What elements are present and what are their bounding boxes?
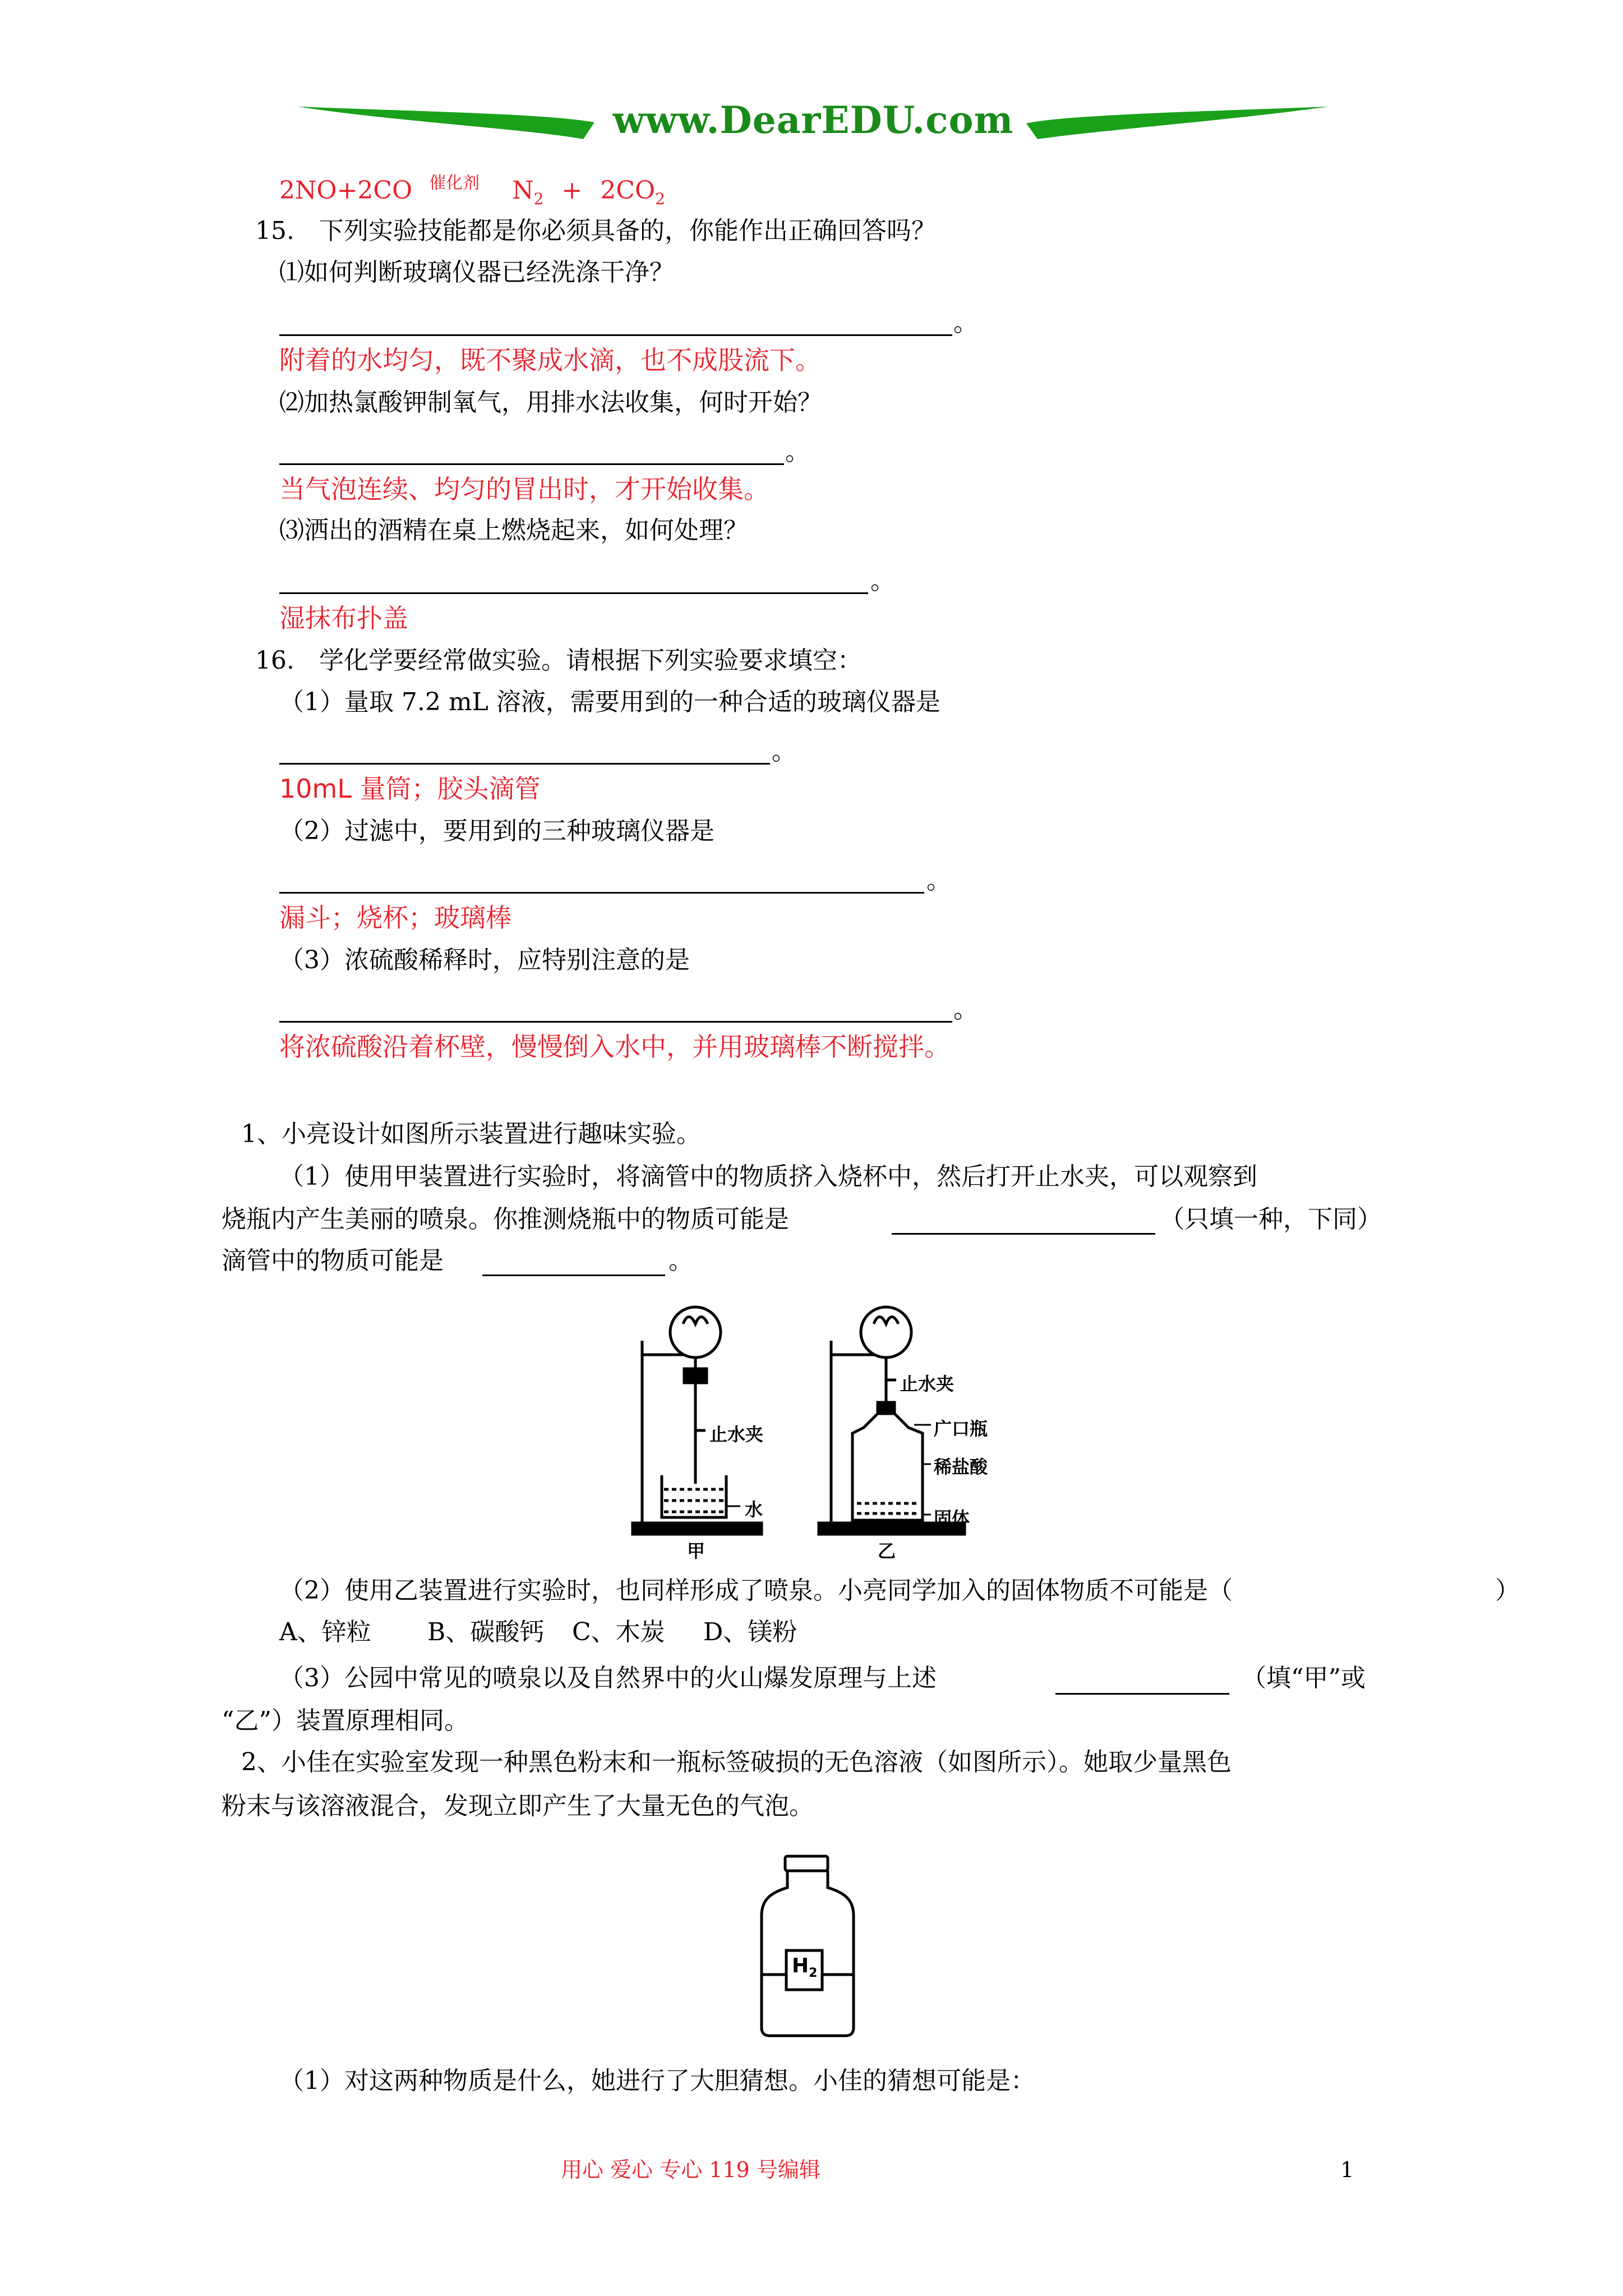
label-solid: 固体 (934, 1508, 970, 1529)
q1-option-c[interactable]: C、木炭 (572, 1618, 665, 1646)
reagent-bottle-drawing (751, 1854, 864, 2039)
q15-period-1: 。 (953, 309, 978, 337)
equation-n2: $N_2$ (512, 176, 544, 208)
site-logo-text: www.DearEDU.com (612, 98, 1014, 142)
equation-catalyst: 催化剂 (429, 173, 480, 193)
equation-co2: $2CO_2$ (600, 176, 665, 208)
q1-part3-line2: “乙”）装置原理相同。 (222, 1706, 469, 1735)
q1-option-a[interactable]: A、锌粒 (279, 1618, 371, 1646)
q16-blank-1[interactable] (279, 763, 770, 765)
q15-blank-1[interactable] (279, 334, 952, 336)
q15-answer-3: 湿抹布扑盖 (279, 603, 408, 633)
q1-part1-line3b: 。 (668, 1246, 693, 1275)
q16-blank-2[interactable] (279, 892, 924, 894)
q1-blank-dropper[interactable] (482, 1274, 665, 1276)
q15-period-2: 。 (785, 438, 810, 466)
q1-part2-close: ） (1495, 1576, 1520, 1605)
q2-part1: （1）对这两种物质是什么，她进行了大胆猜想。小佳的猜想可能是： (279, 2067, 1035, 2095)
label-dilute-hcl: 稀盐酸 (934, 1456, 988, 1478)
q16-prompt-3: （3）浓硫酸稀释时，应特别注意的是 (279, 946, 690, 974)
bottle-label: $H_2$ (792, 1954, 818, 1980)
equation-reactants: 2NO+2CO (279, 176, 413, 205)
q1-part1-line3a: 滴管中的物质可能是 (222, 1246, 444, 1275)
q1-part1-line1: （1）使用甲装置进行实验时，将滴管中的物质挤入烧杯中，然后打开止水夹，可以观察到 (279, 1162, 1257, 1191)
page-number: 1 (1340, 2157, 1354, 2182)
label-water: 水 (745, 1499, 763, 1520)
q1-part2: （2）使用乙装置进行实验时，也同样形成了喷泉。小亮同学加入的固体物质不可能是（ (279, 1576, 1233, 1605)
q15-prompt-3: ⑶洒出的酒精在桌上燃烧起来，如何处理？ (279, 516, 748, 545)
q15-prompt-2: ⑵加热氯酸钾制氧气，用排水法收集，何时开始？ (279, 388, 822, 417)
q16-answer-3: 将浓硫酸沿着杯壁，慢慢倒入水中，并用玻璃棒不断搅拌。 (279, 1032, 950, 1062)
q16-period-2: 。 (926, 866, 951, 895)
q15-prompt-1: ⑴如何判断玻璃仪器已经洗涤干净？ (279, 258, 674, 287)
q16-period-3: 。 (953, 995, 978, 1024)
fountain-apparatus-figure (617, 1296, 1021, 1562)
q15-title: 15. 下列实验技能都是你必须具备的，你能作出正确回答吗？ (255, 217, 936, 245)
label-clamp-yi: 止水夹 (900, 1373, 955, 1395)
q16-prompt-1: （1）量取 7.2 mL 溶液，需要用到的一种合适的玻璃仪器是 (279, 688, 940, 716)
q2-title-line2: 粉末与该溶液混合，发现立即产生了大量无色的气泡。 (222, 1792, 814, 1820)
equation-plus: + (561, 176, 583, 205)
reaction-equation (279, 174, 665, 216)
q1-part3-line1a: （3）公园中常见的喷泉以及自然界中的火山爆发原理与上述 (279, 1664, 937, 1692)
q16-period-1: 。 (772, 737, 796, 766)
label-jia: 甲 (687, 1540, 706, 1562)
footer-text: 用心 爱心 专心 119 号编辑 (561, 2157, 820, 2182)
q2-title-line1: 2、小佳在实验室发现一种黑色粉末和一瓶标签破损的无色溶液（如图所示）。她取少量黑色 (241, 1748, 1232, 1777)
q15-answer-2: 当气泡连续、均匀的冒出时，才开始收集。 (279, 474, 769, 504)
q1-part1-line2a: 烧瓶内产生美丽的喷泉。你推测烧瓶中的物质可能是 (222, 1205, 789, 1234)
q1-option-b[interactable]: B、碳酸钙 (427, 1618, 545, 1646)
q15-blank-3[interactable] (279, 592, 868, 594)
q16-title: 16. 学化学要经常做实验。请根据下列实验要求填空： (255, 646, 862, 675)
q1-option-d[interactable]: D、镁粉 (703, 1618, 797, 1646)
q1-blank-device[interactable] (1055, 1693, 1229, 1695)
label-clamp-jia: 止水夹 (709, 1424, 764, 1445)
q15-period-3: 。 (870, 567, 895, 595)
q15-answer-1: 附着的水均匀，既不聚成水滴，也不成股流下。 (279, 345, 821, 375)
reagent-bottle-figure (751, 1854, 864, 2039)
q1-part3-line1b: （填“甲”或 (1242, 1664, 1366, 1692)
q15-blank-2[interactable] (279, 463, 784, 465)
label-wide-bottle: 广口瓶 (934, 1418, 988, 1439)
q16-answer-2: 漏斗；烧杯；玻璃棒 (279, 903, 511, 933)
label-yi: 乙 (878, 1540, 896, 1562)
q16-answer-1: 10mL 量筒；胶头滴管 (279, 774, 541, 804)
q16-blank-3[interactable] (279, 1021, 952, 1023)
header-banner (292, 95, 1335, 157)
q1-part1-line2b: （只填一种，下同） (1160, 1205, 1382, 1234)
q16-prompt-2: （2）过滤中，要用到的三种玻璃仪器是 (279, 817, 714, 845)
q1-blank-flask[interactable] (892, 1233, 1155, 1235)
q1-title: 1、小亮设计如图所示装置进行趣味实验。 (241, 1120, 701, 1148)
